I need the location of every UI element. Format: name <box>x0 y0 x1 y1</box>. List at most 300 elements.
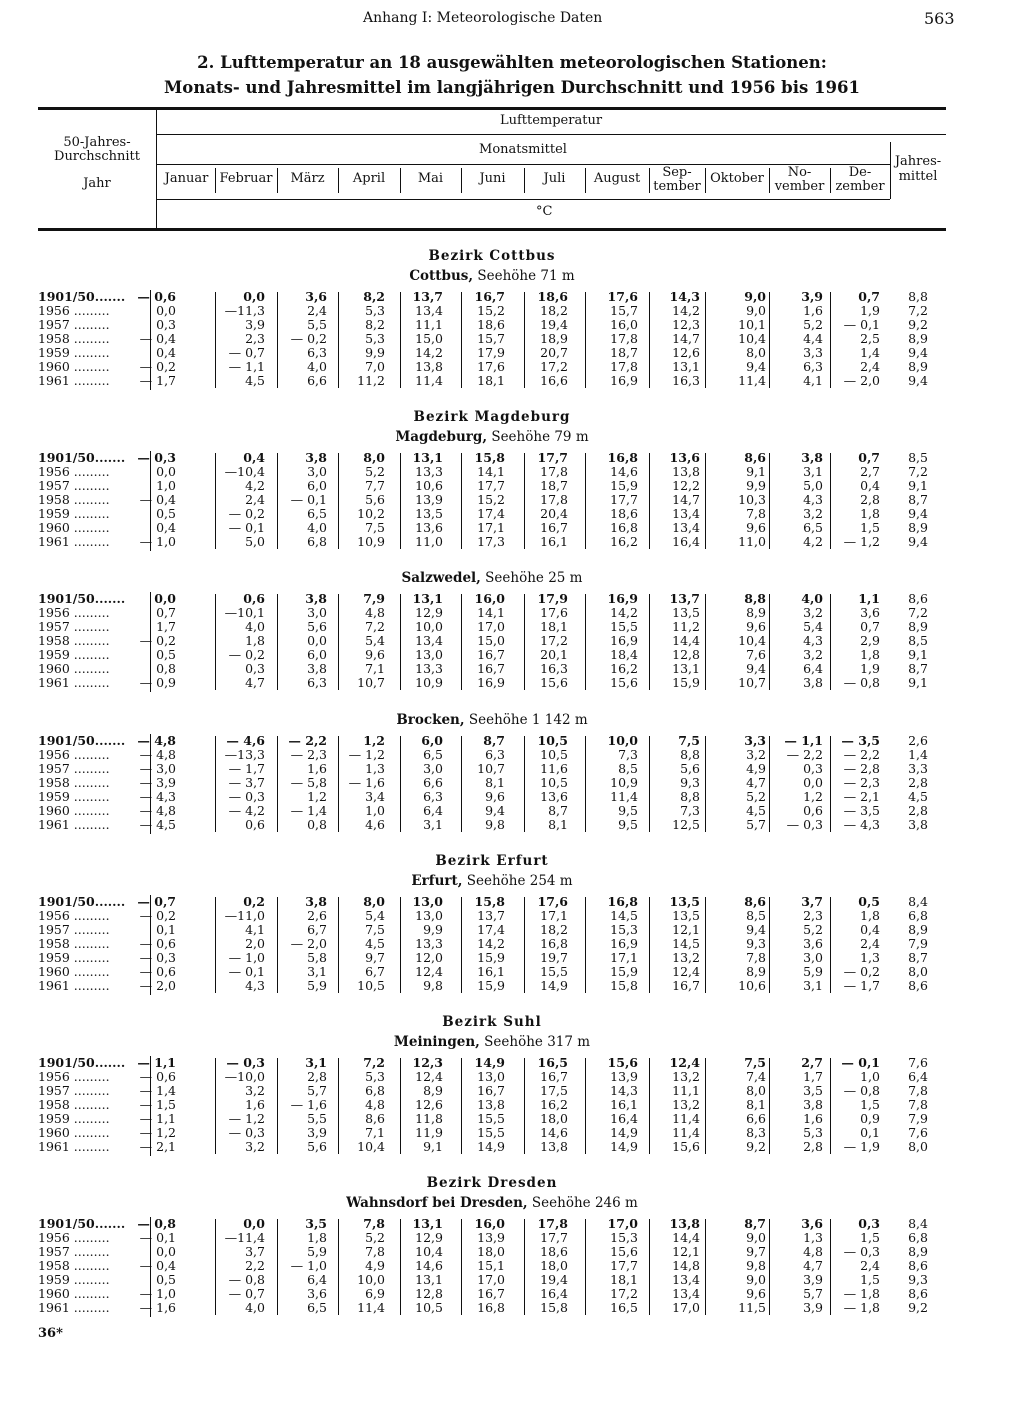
annual-mean-cell: 8,6 <box>908 978 928 993</box>
monthly-mean-cell: 5,9 <box>307 1244 327 1259</box>
monthly-mean-cell: — 0,1 <box>228 520 265 535</box>
row-year-label: 1958 ......... <box>38 332 110 346</box>
monthly-mean-cell: 12,9 <box>415 1230 443 1245</box>
monthly-mean-cell: 5,3 <box>365 331 385 346</box>
monthly-mean-cell: 5,2 <box>803 317 823 332</box>
annual-mean-cell: 8,6 <box>908 1286 928 1301</box>
monthly-mean-cell: 3,1 <box>305 1055 327 1070</box>
monthly-mean-cell: 3,8 <box>305 450 327 465</box>
monthly-mean-cell: — 2,1 <box>139 1139 176 1154</box>
monthly-mean-cell: 7,5 <box>365 922 385 937</box>
monthly-mean-cell: 12,4 <box>672 964 700 979</box>
data-rows <box>38 1217 946 1315</box>
row-year-label: 1961 ......... <box>38 979 110 993</box>
monthly-mean-cell: 12,3 <box>412 1055 443 1070</box>
table-row <box>38 1231 946 1245</box>
table-row <box>38 606 946 620</box>
station-elevation: Seehöhe 79 m <box>487 429 589 445</box>
monthly-mean-cell: 15,9 <box>477 978 505 993</box>
monthly-mean-cell: 13,2 <box>672 1097 700 1112</box>
annual-mean-cell: 7,8 <box>908 1083 928 1098</box>
month-header: Sep- tember <box>653 165 701 194</box>
monthly-mean-cell: 0,0 <box>243 289 265 304</box>
table-row <box>38 346 946 360</box>
monthly-mean-cell: 8,2 <box>365 317 385 332</box>
annual-mean-cell: 7,9 <box>908 936 928 951</box>
annual-mean-cell: 9,1 <box>908 647 928 662</box>
row-year-label: 1957 ......... <box>38 479 110 493</box>
monthly-mean-cell: 16,4 <box>540 1286 568 1301</box>
monthly-mean-cell: 11,0 <box>738 534 766 549</box>
annual-mean-cell: 7,2 <box>908 605 928 620</box>
data-rows <box>38 1056 946 1154</box>
monthly-mean-cell: 15,6 <box>610 1244 638 1259</box>
monthly-mean-cell: 4,7 <box>803 1258 823 1273</box>
monthly-mean-cell: 0,2 <box>243 894 265 909</box>
monthly-mean-cell: 4,0 <box>245 1300 265 1315</box>
monthly-mean-cell: 2,4 <box>860 359 880 374</box>
monthly-mean-cell: 11,4 <box>738 373 766 388</box>
monthly-mean-cell: 6,9 <box>365 1286 385 1301</box>
monthly-mean-cell: 17,3 <box>477 534 505 549</box>
annual-mean-cell: 8,6 <box>908 1258 928 1273</box>
monthly-mean-cell: 5,3 <box>365 1069 385 1084</box>
monthly-mean-cell: 3,9 <box>245 317 265 332</box>
monthly-mean-cell: — 0,4 <box>139 492 176 507</box>
row-year-label: 1901/50....... <box>38 451 126 465</box>
station-name: Salzwedel, <box>401 570 481 586</box>
annual-mean-cell: 9,4 <box>908 506 928 521</box>
monthly-mean-cell: 3,1 <box>423 817 443 832</box>
monthly-mean-cell: 15,3 <box>610 922 638 937</box>
annual-mean-cell: 9,1 <box>908 675 928 690</box>
monthly-mean-cell: 10,5 <box>540 747 568 762</box>
monthly-mean-cell: 3,8 <box>803 675 823 690</box>
monthly-mean-cell: 16,5 <box>537 1055 568 1070</box>
monthly-mean-cell: — 1,2 <box>139 1125 176 1140</box>
table-row <box>38 1217 946 1231</box>
monthly-mean-cell: 3,5 <box>305 1216 327 1231</box>
monthly-mean-cell: 6,0 <box>307 647 327 662</box>
monthly-mean-cell: 8,8 <box>680 747 700 762</box>
monthly-mean-cell: 4,4 <box>803 331 823 346</box>
monthly-mean-cell: 0,3 <box>156 317 176 332</box>
monthly-mean-cell: 2,5 <box>860 331 880 346</box>
monthly-mean-cell: 4,1 <box>803 373 823 388</box>
monthly-mean-cell: 4,1 <box>245 922 265 937</box>
monthly-mean-cell: — 0,8 <box>228 1272 265 1287</box>
monthly-mean-cell: 7,9 <box>363 591 385 606</box>
monthly-mean-cell: 18,6 <box>540 1244 568 1259</box>
monthly-mean-cell: 17,7 <box>537 450 568 465</box>
monthly-mean-cell: 9,1 <box>423 1139 443 1154</box>
monthly-mean-cell: 1,9 <box>860 303 880 318</box>
monthly-mean-cell: 14,7 <box>672 331 700 346</box>
monthly-mean-cell: 17,0 <box>477 619 505 634</box>
monthly-mean-cell: 17,7 <box>610 492 638 507</box>
monthly-mean-cell: 12,8 <box>415 1286 443 1301</box>
annual-mean-cell: 8,6 <box>908 591 928 606</box>
monthly-mean-cell: 3,0 <box>307 464 327 479</box>
row-year-label: 1960 ......... <box>38 804 110 818</box>
table-row <box>38 762 946 776</box>
row-year-label: 1959 ......... <box>38 1273 110 1287</box>
monthly-mean-cell: 0,0 <box>307 633 327 648</box>
monthly-mean-cell: 15,6 <box>607 1055 638 1070</box>
monthly-mean-cell: 0,4 <box>860 922 880 937</box>
monthly-mean-cell: 1,2 <box>363 733 385 748</box>
monthly-mean-cell: — 0,6 <box>139 936 176 951</box>
row-year-label: 1901/50....... <box>38 1217 126 1231</box>
monthly-mean-cell: 3,6 <box>803 936 823 951</box>
annual-mean-cell: 8,7 <box>908 950 928 965</box>
monthly-mean-cell: 9,8 <box>423 978 443 993</box>
monthly-mean-cell: — 0,8 <box>843 1083 880 1098</box>
monthly-mean-cell: 0,5 <box>858 894 880 909</box>
monthly-mean-cell: 6,4 <box>803 661 823 676</box>
monthly-mean-cell: 13,0 <box>415 908 443 923</box>
monthly-mean-cell: 2,8 <box>803 1139 823 1154</box>
table-row <box>38 734 946 748</box>
annual-mean-cell: 9,3 <box>908 1272 928 1287</box>
monthly-mean-cell: 7,1 <box>365 661 385 676</box>
monthly-mean-cell: 17,7 <box>477 478 505 493</box>
monthly-mean-cell: 0,3 <box>245 661 265 676</box>
monthly-mean-cell: 14,9 <box>474 1055 505 1070</box>
monthly-mean-cell: 10,5 <box>537 733 568 748</box>
monthly-mean-cell: 0,6 <box>243 591 265 606</box>
row-year-label: 1957 ......... <box>38 1084 110 1098</box>
monthly-mean-cell: 5,7 <box>746 817 766 832</box>
month-header: März <box>290 171 325 186</box>
monthly-mean-cell: 4,7 <box>245 675 265 690</box>
annual-mean-cell: 6,4 <box>908 1069 928 1084</box>
monthly-mean-cell: 4,8 <box>803 1244 823 1259</box>
monthly-mean-cell: 14,2 <box>610 605 638 620</box>
monthly-mean-cell: 13,1 <box>412 450 443 465</box>
annual-mean-cell: 8,9 <box>908 520 928 535</box>
annual-mean-cell: 8,9 <box>908 619 928 634</box>
monthly-mean-cell: 7,5 <box>744 1055 766 1070</box>
monthly-mean-cell: 12,6 <box>415 1097 443 1112</box>
monthly-mean-cell: 16,6 <box>540 373 568 388</box>
monthly-mean-cell: 3,2 <box>245 1139 265 1154</box>
monthly-mean-cell: 5,6 <box>365 492 385 507</box>
monthly-mean-cell: 5,3 <box>803 1125 823 1140</box>
monthly-mean-cell: 17,0 <box>672 1300 700 1315</box>
table-row <box>38 923 946 937</box>
monthly-mean-cell: 16,9 <box>477 675 505 690</box>
month-header: Januar <box>164 171 209 186</box>
monthly-mean-cell: — 1,2 <box>348 747 385 762</box>
monthly-mean-cell: 15,0 <box>415 331 443 346</box>
monthly-mean-cell: 10,0 <box>415 619 443 634</box>
monthly-mean-cell: 10,9 <box>357 534 385 549</box>
monthly-mean-cell: 4,8 <box>365 605 385 620</box>
monthly-mean-cell: 5,2 <box>746 789 766 804</box>
monthly-mean-cell: — 0,1 <box>228 964 265 979</box>
annual-mean-cell: 7,9 <box>908 1111 928 1126</box>
monthly-mean-cell: 9,1 <box>746 464 766 479</box>
monthly-mean-cell: 7,4 <box>746 1069 766 1084</box>
monthly-mean-cell: 13,6 <box>415 520 443 535</box>
monthly-mean-cell: 4,0 <box>307 520 327 535</box>
annual-mean-cell: 1,4 <box>908 747 928 762</box>
table-row <box>38 1056 946 1070</box>
bezirk-heading: Bezirk Erfurt <box>435 853 549 869</box>
monthly-mean-cell: 9,4 <box>746 922 766 937</box>
monthly-mean-cell: 17,2 <box>540 359 568 374</box>
monthly-mean-cell: — 2,0 <box>139 978 176 993</box>
monthly-mean-cell: 5,3 <box>365 303 385 318</box>
monthly-mean-cell: 15,7 <box>610 303 638 318</box>
annual-mean-cell: 7,6 <box>908 1125 928 1140</box>
row-year-label: 1959 ......... <box>38 1112 110 1126</box>
monthly-mean-cell: 5,2 <box>803 922 823 937</box>
monthly-mean-cell: 14,2 <box>415 345 443 360</box>
monthly-mean-cell: 16,9 <box>610 936 638 951</box>
monthly-mean-cell: 8,2 <box>363 289 385 304</box>
table-row <box>38 804 946 818</box>
monthly-mean-cell: 4,3 <box>803 492 823 507</box>
monthly-mean-cell: 15,5 <box>610 619 638 634</box>
monthly-mean-cell: 8,7 <box>483 733 505 748</box>
monthly-mean-cell: 13,8 <box>540 1139 568 1154</box>
monthly-mean-cell: 8,5 <box>746 908 766 923</box>
monthly-mean-cell: 9,0 <box>746 1230 766 1245</box>
monthly-mean-cell: — 3,0 <box>139 761 176 776</box>
monthly-mean-cell: 7,1 <box>365 1125 385 1140</box>
monthly-mean-cell: 1,8 <box>307 1230 327 1245</box>
monthly-mean-cell: 13,4 <box>672 506 700 521</box>
monthly-mean-cell: 1,4 <box>860 345 880 360</box>
monthly-mean-cell: 9,4 <box>746 359 766 374</box>
monthly-mean-cell: 2,3 <box>803 908 823 923</box>
monthly-mean-cell: 14,9 <box>540 978 568 993</box>
header-bottom-rule <box>38 228 946 231</box>
monthly-mean-cell: 18,7 <box>540 478 568 493</box>
monthly-mean-cell: 6,0 <box>421 733 443 748</box>
monthly-mean-cell: 4,0 <box>801 591 823 606</box>
monthly-mean-cell: 14,5 <box>610 908 638 923</box>
monthly-mean-cell: — 0,7 <box>228 345 265 360</box>
row-year-label: 1960 ......... <box>38 662 110 676</box>
monthly-mean-cell: 6,5 <box>307 506 327 521</box>
row-year-label: 1958 ......... <box>38 1098 110 1112</box>
monthly-mean-cell: 1,0 <box>365 803 385 818</box>
monthly-mean-cell: 0,4 <box>156 520 176 535</box>
monthly-mean-cell: 5,0 <box>245 534 265 549</box>
monthly-mean-cell: 12,0 <box>415 950 443 965</box>
monthly-mean-cell: 9,8 <box>746 1258 766 1273</box>
monthly-mean-cell: 1,2 <box>803 789 823 804</box>
monthly-mean-cell: 15,2 <box>477 303 505 318</box>
monthly-mean-cell: 18,0 <box>540 1111 568 1126</box>
monthly-mean-cell: — 1,0 <box>139 1286 176 1301</box>
monthly-mean-cell: — 0,6 <box>139 1069 176 1084</box>
monthly-mean-cell: — 1,1 <box>137 1055 176 1070</box>
monthly-mean-cell: 0,7 <box>858 450 880 465</box>
table-row <box>38 648 946 662</box>
monthly-mean-cell: 11,4 <box>672 1111 700 1126</box>
monthly-mean-cell: 1,5 <box>860 1230 880 1245</box>
monthly-mean-cell: — 2,0 <box>290 936 327 951</box>
monthly-mean-cell: 5,6 <box>307 1139 327 1154</box>
table-row <box>38 1245 946 1259</box>
monthly-mean-cell: 5,4 <box>365 633 385 648</box>
monthly-mean-cell: 1,8 <box>245 633 265 648</box>
monthly-mean-cell: — 4,2 <box>228 803 265 818</box>
monthly-mean-cell: 16,8 <box>607 894 638 909</box>
unit-label: °C <box>536 204 553 219</box>
monthly-mean-cell: 4,3 <box>803 633 823 648</box>
monthly-mean-cell: 8,7 <box>548 803 568 818</box>
monthly-mean-cell: 11,2 <box>357 373 385 388</box>
monthly-mean-cell: 8,8 <box>744 591 766 606</box>
monthly-mean-cell: 7,3 <box>680 803 700 818</box>
monthly-mean-cell: 1,8 <box>860 908 880 923</box>
monthly-mean-cell: 18,0 <box>477 1244 505 1259</box>
monthly-mean-cell: 16,4 <box>672 534 700 549</box>
monthly-mean-cell: 16,7 <box>477 661 505 676</box>
monthly-mean-cell: 13,6 <box>669 450 700 465</box>
monthly-mean-cell: — 5,8 <box>290 775 327 790</box>
monthly-mean-cell: — 0,8 <box>137 1216 176 1231</box>
monthly-mean-cell: 19,7 <box>540 950 568 965</box>
monthly-mean-cell: 3,2 <box>245 1083 265 1098</box>
monthly-mean-cell: 17,4 <box>477 506 505 521</box>
monthly-mean-cell: 5,4 <box>803 619 823 634</box>
station-name: Erfurt, <box>411 873 463 889</box>
monthly-mean-cell: 0,6 <box>245 817 265 832</box>
monthly-mean-cell: 19,4 <box>540 317 568 332</box>
monthly-mean-cell: — 0,1 <box>843 317 880 332</box>
monthly-mean-cell: 6,5 <box>423 747 443 762</box>
monthly-mean-cell: 15,5 <box>540 964 568 979</box>
table-row <box>38 1301 946 1315</box>
monthly-mean-cell: 2,9 <box>860 633 880 648</box>
monthly-mean-cell: 16,3 <box>672 373 700 388</box>
monthly-mean-cell: 15,3 <box>610 1230 638 1245</box>
row-year-label: 1957 ......... <box>38 318 110 332</box>
monthly-mean-cell: 9,8 <box>485 817 505 832</box>
monthly-mean-cell: 10,4 <box>738 331 766 346</box>
annual-mean-cell: 4,5 <box>908 789 928 804</box>
row-year-label: 1961 ......... <box>38 374 110 388</box>
monthly-mean-cell: 9,9 <box>746 478 766 493</box>
monthly-mean-cell: — 2,8 <box>843 761 880 776</box>
monthly-mean-cell: 13,0 <box>412 894 443 909</box>
monthly-mean-cell: 13,3 <box>415 936 443 951</box>
monthly-mean-cell: 20,7 <box>540 345 568 360</box>
table-row <box>38 332 946 346</box>
monthly-mean-cell: 17,8 <box>540 464 568 479</box>
monthly-mean-cell: 16,7 <box>540 1069 568 1084</box>
monthly-mean-cell: 0,6 <box>803 803 823 818</box>
monthly-mean-cell: 17,0 <box>477 1272 505 1287</box>
monthly-mean-cell: 16,8 <box>607 450 638 465</box>
monthly-mean-cell: 9,6 <box>485 789 505 804</box>
monthly-mean-cell: 5,9 <box>803 964 823 979</box>
annual-mean-cell: 8,7 <box>908 661 928 676</box>
monthly-mean-cell: 18,1 <box>477 373 505 388</box>
monthly-mean-cell: 5,7 <box>803 1286 823 1301</box>
monthly-mean-cell: 1,0 <box>860 1069 880 1084</box>
monthly-mean-cell: 18,6 <box>610 506 638 521</box>
monthly-mean-cell: 17,8 <box>537 1216 568 1231</box>
monthly-mean-cell: 8,6 <box>744 450 766 465</box>
annual-mean-cell: 7,6 <box>908 1055 928 1070</box>
monthly-mean-cell: 3,0 <box>307 605 327 620</box>
monthly-mean-cell: 12,5 <box>672 817 700 832</box>
monthly-mean-cell: 9,6 <box>746 520 766 535</box>
row-year-label: 1901/50....... <box>38 895 126 909</box>
monthly-mean-cell: 15,9 <box>477 950 505 965</box>
monthly-mean-cell: 16,2 <box>540 1097 568 1112</box>
monthly-mean-cell: 1,7 <box>156 619 176 634</box>
monthly-mean-cell: 9,6 <box>746 619 766 634</box>
table-row <box>38 1140 946 1154</box>
monthly-mean-cell: 9,7 <box>365 950 385 965</box>
annual-mean-cell: 9,4 <box>908 373 928 388</box>
monthly-mean-cell: — 4,8 <box>137 733 176 748</box>
table-row <box>38 748 946 762</box>
monthly-mean-cell: 3,6 <box>305 289 327 304</box>
monthly-mean-cell: 6,7 <box>307 922 327 937</box>
table-row <box>38 318 946 332</box>
monthly-mean-cell: 3,3 <box>803 345 823 360</box>
monthly-mean-cell: 17,6 <box>607 289 638 304</box>
monthly-mean-cell: 7,6 <box>746 647 766 662</box>
monthly-mean-cell: 13,8 <box>669 1216 700 1231</box>
monthly-mean-cell: — 3,5 <box>841 733 880 748</box>
monthly-mean-cell: 10,9 <box>415 675 443 690</box>
table-title <box>0 50 1024 100</box>
monthly-mean-cell: 13,8 <box>672 464 700 479</box>
monthly-mean-cell: 9,5 <box>618 803 638 818</box>
monthly-mean-cell: 8,3 <box>746 1125 766 1140</box>
monthly-mean-cell: 16,0 <box>474 591 505 606</box>
monthly-mean-cell: 10,6 <box>738 978 766 993</box>
monthly-mean-cell: 1,5 <box>860 1272 880 1287</box>
row-year-label: 1901/50....... <box>38 1056 126 1070</box>
monthly-mean-cell: 16,8 <box>610 520 638 535</box>
table-row <box>38 965 946 979</box>
monthly-mean-cell: 4,0 <box>307 359 327 374</box>
row-year-label: 1901/50....... <box>38 734 126 748</box>
monthly-mean-cell: 13,0 <box>477 1069 505 1084</box>
monthly-mean-cell: 20,1 <box>540 647 568 662</box>
monthly-mean-cell: 8,1 <box>548 817 568 832</box>
monthly-mean-cell: 16,8 <box>540 936 568 951</box>
monthly-mean-cell: — 1,0 <box>290 1258 327 1273</box>
monthly-mean-cell: 3,7 <box>801 894 823 909</box>
monthly-mean-cell: — 4,8 <box>139 803 176 818</box>
monthly-mean-cell: — 1,8 <box>843 1286 880 1301</box>
monthly-mean-cell: — 0,3 <box>139 950 176 965</box>
monthly-mean-cell: — 1,6 <box>348 775 385 790</box>
monthly-mean-cell: 11,4 <box>672 1125 700 1140</box>
monthly-mean-cell: 15,6 <box>540 675 568 690</box>
row-year-label: 1956 ......... <box>38 465 110 479</box>
row-year-label: 1901/50....... <box>38 592 126 606</box>
monthly-mean-cell: 10,7 <box>477 761 505 776</box>
monthly-mean-cell: 9,6 <box>746 1286 766 1301</box>
monthly-mean-cell: 14,7 <box>672 492 700 507</box>
stub-header-mid: Durchschnitt <box>54 149 140 164</box>
monthly-mean-cell: 3,9 <box>803 1300 823 1315</box>
monthly-mean-cell: 3,0 <box>803 950 823 965</box>
